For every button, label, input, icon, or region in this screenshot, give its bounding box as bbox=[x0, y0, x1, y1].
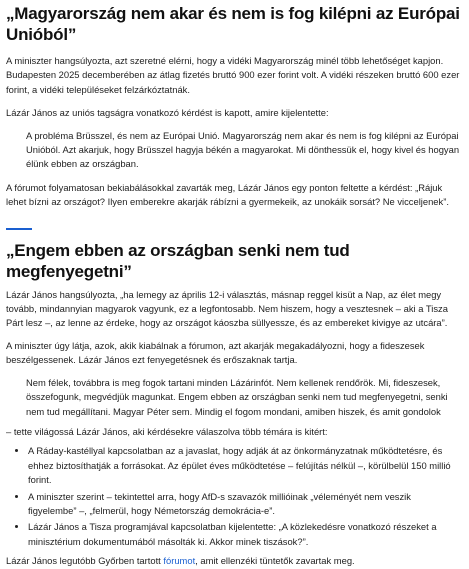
blockquote-not-afraid: Nem félek, továbbra is meg fogok tartani minden Lázárinfót. Nem kellenek rendőrök. Mi, fideszesek, összefogunk, megvédjük magunkat. Engem ebben az országban senki nem tud megfenyegetni, senki nem tud megállítani. Magyar Péter sem. Mindig el fogom mondani, amiben hiszek, és amit gondolok bbox=[26, 376, 448, 417]
list-item: • A Ráday-kastéllyal kapcsolatban az a javaslat, hogy adják át az önkormányzatnak működtetésre, és ehhez biztosíthatják a forrásokat. Az épület éves működtetése – felújítás nélkül –, körülbelül 150 millió forint. bbox=[28, 444, 461, 487]
paragraph-gyor-text-after: , amit ellenzéki tüntetők zavartak meg. bbox=[195, 555, 355, 567]
paragraph-shouting: A miniszter úgy látja, azok, akik kiabálnak a fórumon, azt akarják megakadályozni, hogy a fideszesek beszélgessenek. Lázár János ezt fenyegetésnek és erőszaknak tartja. bbox=[6, 339, 425, 366]
paragraph-heckling: A fórumot folyamatosan bekiabálásokkal zavarták meg, Lázár János egy ponton feltette a kérdést: „Rájuk lehet bízni az országot? Ilyen emberekre akarják rábízni a gyermekeik, az unokáik sorsát? Ne vicceljenek”. bbox=[6, 181, 449, 208]
paragraph-topics-intro: – tette világossá Lázár János, aki kérdésekre válaszolva több témára is kitért: bbox=[6, 425, 328, 437]
topics-list bbox=[6, 444, 461, 549]
list-item: • A miniszter szerint – tekintettel arra, hogy AfD-s szavazók millióinak „véleményét nem veszik figyelembe” –, „felmerül, hogy Németország demokrácia-e”. bbox=[28, 490, 461, 519]
paragraph-eu-question: Lázár János az uniós tagságra vonatkozó kérdést is kapott, amire kijelentette: bbox=[6, 107, 329, 119]
list-item: • Lázár János a Tisza programjával kapcsolatban kijelentette: „A közlekedésre vonatkozó részeket a minisztérium dokumentumából másolták ki. Akkor minek tiszások?”. bbox=[28, 520, 461, 549]
paragraph-rural-wages: A miniszter hangsúlyozta, azt szeretné elérni, hogy a vidéki Magyarország minél több lehetőséget kapjon. Budapesten 2025 decemberében az átlag fizetés bruttó 900 ezer forint volt. A vidéki részeken bruttó 600 ezer forint, a vidéki településeket felzárkóztatnák. bbox=[6, 55, 460, 95]
section-heading-eu: „Magyarország nem akar és nem is fog kilépni az Európai Unióból” bbox=[6, 4, 460, 44]
blockquote-brussels: A probléma Brüsszel, és nem az Európai Unió. Magyarország nem akar és nem is fog kilépni az Európai Unióból. Azt akarjuk, hogy Brüsszel hagyja békén a magyarokat. Mi dönthessük el, hogy kivel és hogyan élünk ebben az országban. bbox=[26, 129, 460, 170]
section-divider bbox=[6, 228, 32, 230]
section-heading-threat: „Engem ebben az országban senki nem tud megfenyegetni” bbox=[6, 240, 350, 281]
paragraph-gyor-forum bbox=[6, 554, 461, 568]
forum-link[interactable]: fórumot bbox=[163, 555, 196, 567]
paragraph-gyor-text-before: Lázár János legutóbb Győrben tartott bbox=[6, 555, 164, 567]
paragraph-election: Lázár János hangsúlyozta, „ha lemegy az április 12-i választás, másnap reggel kisüt a Nap, az élet megy tovább, mindannyian magyarok vagyunk, ez a legfontosabb. Nem hiszem, hogy a vesztesnek – aki a Tisza Párt lesz –, az lenne az érdeke, hogy az országot káoszba süllyessze, és az embereket kivigye az utcára”. bbox=[6, 288, 448, 329]
article-body bbox=[0, 3, 469, 569]
